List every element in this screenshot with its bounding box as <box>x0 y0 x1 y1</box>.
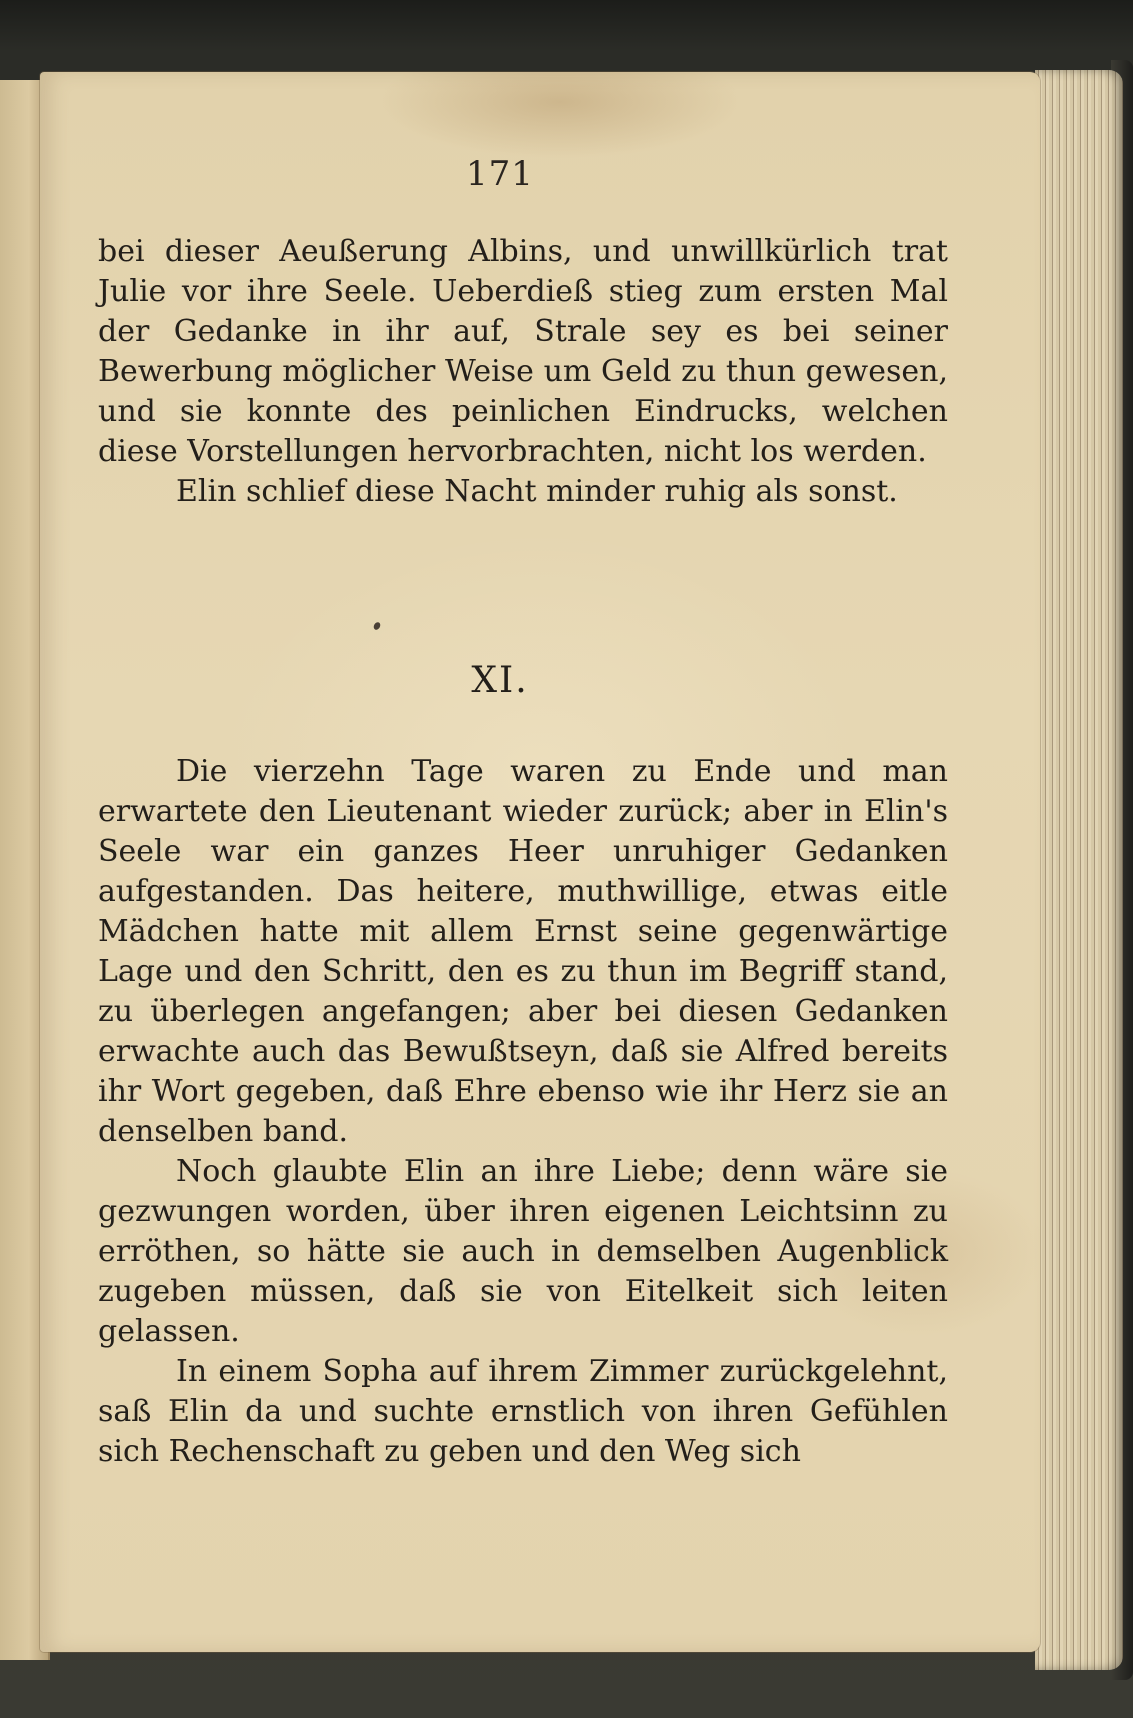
paragraph: bei dieser Aeußerung Albins, und unwillkürlich trat Julie vor ihre Seele. Ueberdieß stieg zum ersten Mal der Gedanke in ihr auf, Strale sey es bei seiner Bewerbung möglicher Weise um Geld zu thun gewesen, und sie konnte des peinlichen Eindrucks, welchen diese Vorstellungen hervorbrachten, nicht los werden. <box>98 234 948 469</box>
paragraph: Die vierzehn Tage waren zu Ende und man erwartete den Lieutenant wieder zurück; aber in Elin's Seele war ein ganzes Heer unruhiger Gedanken aufgestanden. Das heitere, muthwillige, etwas eitle Mädchen hatte mit allem Ernst seine gegenwärtige Lage und den Schritt, den es zu thun im Begriff stand, zu überlegen angefangen; aber bei diesen Gedanken erwachte auch das Bewußtseyn, daß sie Alfred bereits ihr Wort gegeben, daß Ehre ebenso wie ihr Herz sie an denselben band. <box>98 754 948 1149</box>
paragraph: Elin schlief diese Nacht minder ruhig als sonst. <box>176 474 898 509</box>
book-page <box>40 72 1040 1652</box>
text-after-chapter <box>98 752 948 1472</box>
page-edges <box>1035 70 1123 1670</box>
text-before-chapter <box>98 232 948 512</box>
paragraph: In einem Sopha auf ihrem Zimmer zurückgelehnt, saß Elin da und suchte ernstlich von ihren Gefühlen sich Rechenschaft zu geben und den Weg sich <box>98 1354 948 1469</box>
paragraph: Noch glaubte Elin an ihre Liebe; denn wäre sie gezwungen worden, über ihren eigenen Leichtsinn zu erröthen, so hätte sie auch in demselben Augenblick zugeben müssen, daß sie von Eitelkeit sich leiten gelassen. <box>98 1154 948 1349</box>
chapter-heading: XI. <box>471 660 529 701</box>
page-number: 171 <box>466 154 534 194</box>
ink-mark <box>372 621 381 631</box>
